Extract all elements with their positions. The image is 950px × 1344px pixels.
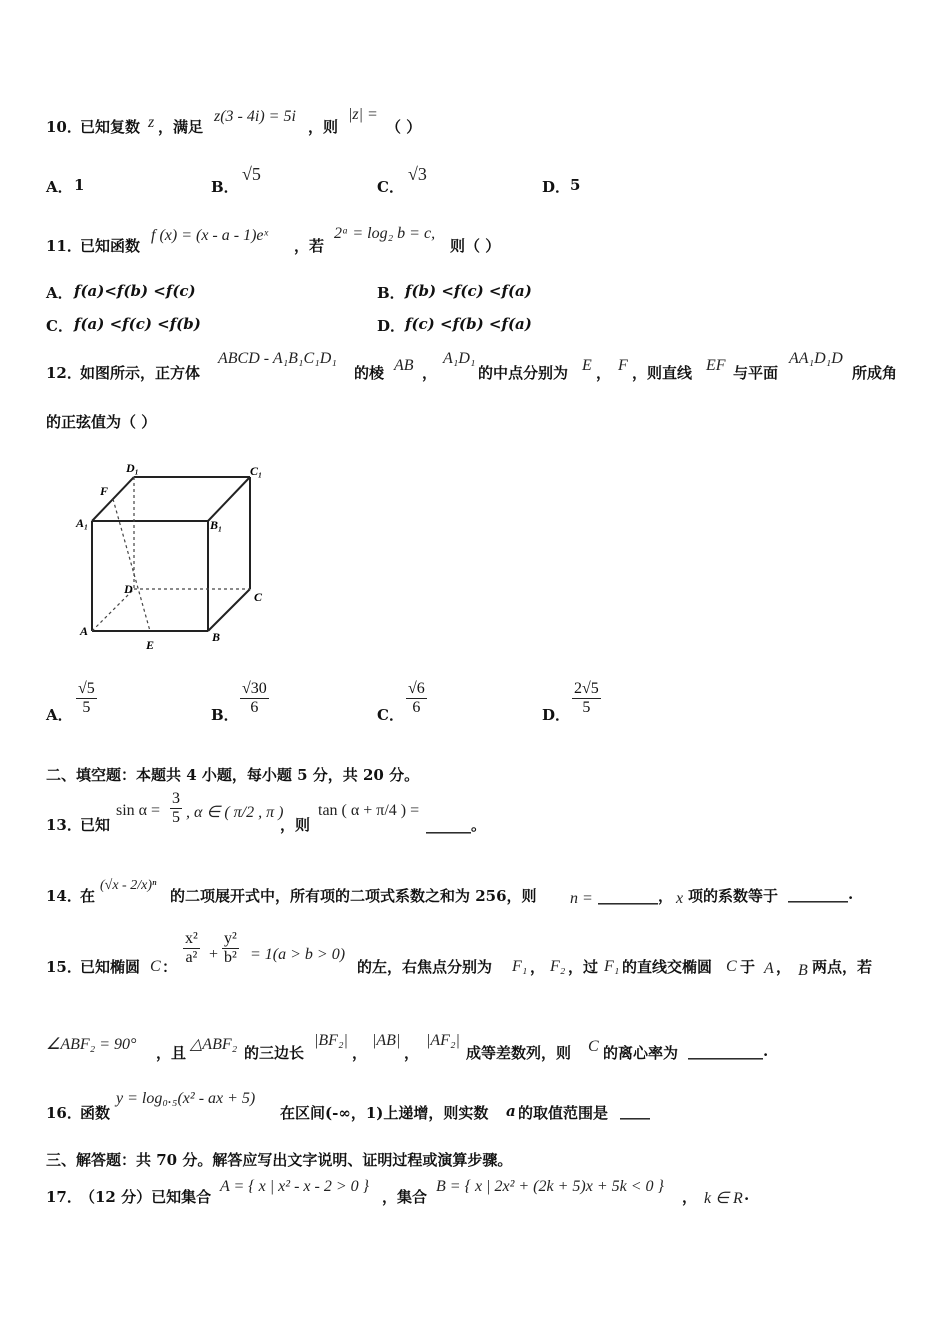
q17-k-in: k ∈ R	[704, 1190, 743, 1207]
q17-stem-b: ，集合	[382, 1188, 428, 1206]
q12-point-e: E	[582, 357, 592, 374]
section-2-heading: 二、填空题：本题共 4 小题，每小题 5 分，共 20 分。	[46, 766, 420, 784]
q12-comma2: ，	[596, 364, 612, 382]
q12-option-c-fraction	[406, 680, 427, 717]
label-a: A	[80, 624, 89, 638]
q12-a1d1: A₁D₁	[443, 350, 476, 367]
q15-stem-e: 于	[740, 958, 756, 976]
q15-stem-i: 成等差数列，则	[466, 1044, 572, 1062]
q11-option-c-label: C．	[46, 317, 73, 335]
q12-option-d-fraction	[572, 680, 601, 717]
q12-option-b-fraction	[240, 680, 269, 717]
q17-stem-c: ，	[682, 1188, 698, 1206]
q14-blank-2: ________.	[788, 885, 854, 903]
q12-stem-c: 的中点分别为	[478, 364, 569, 382]
q16-stem-a: 函数	[80, 1104, 111, 1122]
q12-stem-e: 与平面	[733, 364, 779, 382]
q10-number: 10．	[46, 118, 82, 136]
q15-plus: +	[209, 946, 219, 963]
q13-stem-b: ，则	[280, 816, 311, 834]
q12-stem-a: 如图所示，正方体	[80, 364, 201, 382]
q15-bf2: |BF₂|	[314, 1032, 348, 1049]
q12-cube: ABCD - A₁B₁C₁D₁	[218, 350, 337, 367]
q13-sin-num: 3	[172, 790, 180, 807]
q12-option-d-label: D．	[542, 706, 571, 724]
q12-option-d-den: 5	[582, 699, 591, 716]
q12-option-b-label: B．	[211, 706, 239, 724]
q10-condition: z(3 - 4i) = 5i	[214, 108, 296, 125]
q15-c3: C	[588, 1038, 599, 1055]
q11-option-a-value: f(a)<f(b) <f(c)	[74, 282, 196, 300]
q15-stem-a: 已知椭圆	[80, 958, 141, 976]
q10-option-b-label: B．	[211, 178, 239, 196]
q11-function: f (x) = (x - a - 1)eˣ	[151, 227, 269, 244]
q15-af2: |AF₂|	[426, 1032, 460, 1049]
q14-n-eq: n =	[570, 890, 593, 907]
q12-option-c-num: √6	[408, 680, 425, 697]
q10-option-a-value: 1	[74, 176, 85, 194]
q15-c2: C	[726, 958, 737, 975]
q17-score: （12 分）已知集合	[80, 1188, 212, 1206]
q12-option-a-label: A．	[46, 706, 73, 724]
q12-option-c-den: 6	[412, 699, 421, 716]
q10-option-c-label: C．	[377, 178, 404, 196]
q11-option-b-label: B．	[377, 284, 405, 302]
q10-option-c-value: √3	[408, 164, 427, 184]
q15-point-b: B	[798, 962, 808, 979]
q15-f1: F₁	[512, 958, 528, 975]
q15-f1b: F₁	[604, 958, 620, 975]
q15-blank: __________.	[688, 1042, 769, 1060]
q15-a2: a²	[185, 949, 198, 966]
q12-option-b-num: √30	[242, 680, 267, 697]
label-b1: B₁	[210, 518, 223, 532]
q14-blank-1: ________，	[598, 887, 674, 905]
q15-ab: |AB|	[372, 1032, 401, 1049]
q16-number: 16．	[46, 1104, 82, 1122]
q12-option-c-label: C．	[377, 706, 404, 724]
q12-stem-f: 所成角	[852, 364, 898, 382]
q15-y2: y²	[224, 930, 237, 947]
q15-number: 15．	[46, 958, 82, 976]
q12-plane: AA₁D₁D	[789, 350, 843, 367]
q17-set-a: A = { x | x² - x - 2 > 0 }	[220, 1178, 370, 1195]
q12-option-a-fraction	[76, 680, 97, 717]
q15-angle: ∠ABF₂ = 90°	[46, 1036, 137, 1053]
q15-x2: x²	[185, 930, 198, 947]
q11-option-b-value: f(b) <f(c) <f(a)	[405, 282, 532, 300]
q11-condition: 2ᵃ = log₂ b = c,	[334, 225, 436, 242]
q15-comma2: ，	[776, 958, 792, 976]
label-f: F	[100, 484, 109, 498]
q11-stem-a: 已知函数	[80, 237, 141, 255]
q10-stem-b: ，满足	[158, 118, 204, 136]
q12-option-a-den: 5	[82, 699, 91, 716]
q14-number: 14．	[46, 887, 82, 905]
edge-b1c1	[208, 477, 250, 521]
q15-colon: ：	[162, 958, 178, 976]
q13-interval: , α ∈ ( π/2 , π )	[186, 804, 284, 821]
q16-stem-b: 在区间(-∞，1)上递增，则实数	[280, 1104, 489, 1122]
q14-stem-c: 项的系数等于	[688, 887, 779, 905]
q17-set-b: B = { x | 2x² + (2k + 5)x + 5k < 0 }	[436, 1178, 664, 1195]
q17-period: .	[744, 1186, 750, 1204]
q11-option-d-value: f(c) <f(b) <f(a)	[405, 315, 532, 333]
label-d1: D₁	[126, 461, 139, 475]
q15-f2: F₂	[550, 958, 566, 975]
q12-stem-g: 的正弦值为（ ）	[46, 413, 157, 431]
q10-option-d-value: 5	[570, 176, 581, 194]
q12-stem-b: 的棱	[354, 364, 385, 382]
q12-option-a-num: √5	[78, 680, 95, 697]
q15-c-var: C	[150, 958, 161, 975]
q16-blank: ____	[620, 1102, 650, 1120]
q10-paren: （ ）	[386, 118, 422, 136]
q11-option-c-value: f(a) <f(c) <f(b)	[74, 315, 201, 333]
q15-stem-f: 两点，若	[812, 958, 873, 976]
q15-stem-c: ，过	[568, 958, 599, 976]
q16-a-var: a	[506, 1102, 516, 1120]
q10-stem-c: ，则	[308, 118, 339, 136]
q12-ab: AB	[394, 357, 414, 374]
label-b: B	[212, 630, 221, 644]
q11-stem-c: 则（ ）	[450, 237, 501, 255]
label-c: C	[254, 590, 263, 604]
q15-stem-h: 的三边长	[244, 1044, 305, 1062]
q12-number: 12．	[46, 364, 82, 382]
q14-expression: (√x - 2/x)ⁿ	[100, 878, 157, 893]
q13-sin-fraction	[170, 790, 182, 827]
segment-ef	[113, 499, 150, 631]
q12-option-b-den: 6	[250, 699, 259, 716]
q15-triangle: △ABF₂	[190, 1036, 238, 1053]
q10-option-d-label: D．	[542, 178, 571, 196]
label-c1: C₁	[250, 464, 263, 478]
q14-x-var: x	[676, 890, 684, 907]
q16-function: y = log₀.₅(x² - ax + 5)	[116, 1090, 256, 1107]
q15-b2: b²	[224, 949, 237, 966]
q12-ef: EF	[706, 357, 726, 374]
q10-stem-a: 已知复数	[80, 118, 141, 136]
q17-number: 17．	[46, 1188, 82, 1206]
q13-number: 13．	[46, 816, 82, 834]
q15-x-fraction	[183, 930, 200, 967]
q13-sin-den: 5	[172, 809, 180, 826]
section-3-heading: 三、解答题：共 70 分。解答应写出文字说明、证明过程或演算步骤。	[46, 1151, 513, 1169]
q15-y-fraction	[222, 930, 239, 967]
q15-point-a: A	[764, 960, 774, 977]
edge-bc	[208, 589, 250, 631]
label-a1: A₁	[76, 516, 89, 530]
q11-number: 11．	[46, 237, 82, 255]
q16-stem-c: 的取值范围是	[518, 1104, 609, 1122]
q10-var-z: z	[148, 114, 155, 131]
q15-comma3: ，	[352, 1044, 368, 1062]
q14-stem-a: 在	[80, 887, 96, 905]
q15-comma4: ，	[404, 1044, 420, 1062]
q12-stem-d: ，则直线	[632, 364, 693, 382]
q11-option-a-label: A．	[46, 284, 73, 302]
label-d: D	[124, 582, 133, 596]
q15-eq-tail: = 1(a > b > 0)	[250, 946, 346, 963]
q13-stem-a: 已知	[80, 816, 111, 834]
q14-stem-b: 的二项展开式中，所有项的二项式系数之和为 256，则	[170, 887, 537, 905]
q10-ask: |z| =	[348, 106, 378, 123]
q13-sin-lhs: sin α =	[116, 802, 161, 819]
q13-blank: ______。	[426, 816, 487, 834]
q15-stem-d: 的直线交椭圆	[622, 958, 713, 976]
q12-point-f: F	[618, 357, 628, 374]
q15-comma: ，	[530, 958, 546, 976]
label-e: E	[146, 638, 155, 652]
q15-stem-j: 的离心率为	[603, 1044, 679, 1062]
q13-tan: tan ( α + π/4 ) =	[318, 802, 420, 819]
q10-option-b-value: √5	[242, 164, 261, 184]
q11-option-d-label: D．	[377, 317, 406, 335]
q10-option-a-label: A．	[46, 178, 73, 196]
q12-cube-figure	[70, 455, 290, 655]
q11-stem-b: ，若	[294, 237, 325, 255]
q15-stem-b: 的左，右焦点分别为	[357, 958, 493, 976]
q12-comma1: ，	[422, 364, 438, 382]
q15-stem-g: ，且	[156, 1044, 187, 1062]
q12-option-d-num: 2√5	[574, 680, 599, 697]
